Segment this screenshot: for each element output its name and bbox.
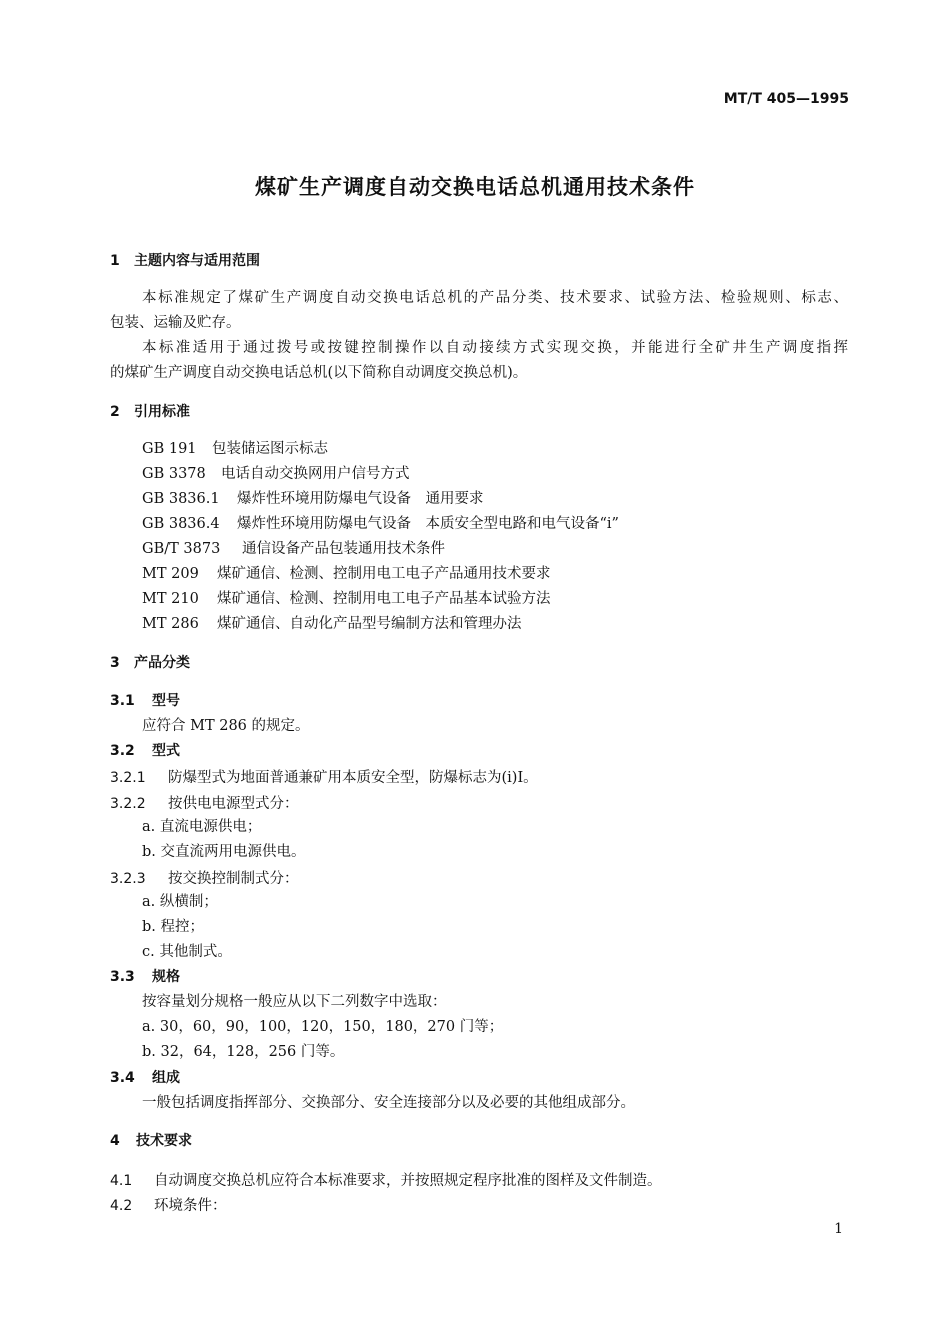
clause-number: 3.1 — [110, 693, 135, 709]
reference-item — [142, 592, 551, 607]
clause-text: 应符合 MT 286 的规定。 — [142, 718, 310, 734]
reference-title: 通信设备产品包装通用技术条件 — [242, 541, 445, 557]
clause-number: 4.1 — [110, 1173, 133, 1189]
section-title: 引用标准 — [134, 404, 190, 420]
section-title: 产品分类 — [134, 655, 190, 671]
clause-number: 4.2 — [110, 1198, 133, 1214]
reference-code: MT 286 — [142, 616, 199, 632]
reference-item — [142, 617, 522, 632]
section-number: 4 — [110, 1133, 120, 1149]
list-item: b. 程控； — [142, 919, 204, 935]
reference-item — [142, 542, 445, 557]
reference-item — [142, 467, 410, 482]
clause-3-2-2 — [110, 795, 299, 812]
clause-number: 3.2 — [110, 743, 135, 759]
list-item: a. 30，60，90，100，120，150，180，270 门等； — [142, 1019, 504, 1035]
reference-item — [142, 442, 328, 457]
clause-3-2-1 — [110, 769, 538, 786]
clause-number: 3.2.1 — [110, 770, 146, 786]
clause-title: 型式 — [152, 743, 180, 759]
section-1-heading — [110, 254, 260, 268]
page-number: 1 — [834, 1221, 843, 1237]
clause-text: 一般包括调度指挥部分、交换部分、安全连接部分以及必要的其他组成部分。 — [142, 1095, 635, 1111]
section-number: 3 — [110, 655, 120, 671]
clause-text: 防爆型式为地面普通兼矿用本质安全型，防爆标志为(i)I。 — [168, 770, 538, 786]
clause-title: 规格 — [152, 969, 180, 985]
paragraph-line: 包装、运输及贮存。 — [110, 315, 241, 331]
reference-item — [142, 517, 619, 532]
standard-code: MT/T 405—1995 — [723, 91, 849, 107]
reference-code: GB 191 — [142, 441, 197, 457]
reference-item — [142, 492, 484, 507]
reference-code: MT 210 — [142, 591, 199, 607]
reference-code: MT 209 — [142, 566, 199, 582]
reference-code: GB/T 3873 — [142, 541, 221, 557]
clause-title: 型号 — [152, 693, 180, 709]
reference-title: 爆炸性环境用防爆电气设备 本质安全型电路和电气设备“i” — [237, 516, 619, 532]
reference-title: 爆炸性环境用防爆电气设备 通用要求 — [237, 491, 484, 507]
reference-title: 煤矿通信、检测、控制用电工电子产品基本试验方法 — [217, 591, 551, 607]
document-title: 煤矿生产调度自动交换电话总机通用技术条件 — [255, 175, 695, 199]
clause-text: 按交换控制制式分： — [168, 871, 299, 887]
list-item: c. 其他制式。 — [142, 944, 232, 960]
paragraph-line: 本标准规定了煤矿生产调度自动交换电话总机的产品分类、技术要求、试验方法、检验规则、标志、 — [142, 290, 848, 306]
list-item: a. 直流电源供电； — [142, 819, 262, 835]
reference-code: GB 3836.4 — [142, 516, 220, 532]
clause-3-4-heading — [110, 1071, 180, 1085]
section-title: 主题内容与适用范围 — [134, 253, 260, 269]
clause-number: 3.2.3 — [110, 871, 146, 887]
clause-text: 按供电电源型式分： — [168, 796, 299, 812]
clause-text: 环境条件： — [154, 1198, 227, 1214]
reference-title: 煤矿通信、检测、控制用电工电子产品通用技术要求 — [217, 566, 551, 582]
reference-code: GB 3836.1 — [142, 491, 220, 507]
reference-code: GB 3378 — [142, 466, 206, 482]
reference-item — [142, 567, 551, 582]
list-item: a. 纵横制； — [142, 894, 218, 910]
section-number: 1 — [110, 253, 120, 269]
reference-title: 包装储运图示标志 — [212, 441, 328, 457]
clause-number: 3.3 — [110, 969, 135, 985]
clause-3-2-3 — [110, 870, 299, 887]
reference-title: 煤矿通信、自动化产品型号编制方法和管理办法 — [217, 616, 522, 632]
section-3-heading — [110, 656, 190, 670]
section-number: 2 — [110, 404, 120, 420]
clause-text: 按容量划分规格一般应从以下二列数字中选取： — [142, 994, 447, 1010]
clause-title: 组成 — [152, 1070, 180, 1086]
reference-title: 电话自动交换网用户信号方式 — [221, 466, 410, 482]
clause-3-3-heading — [110, 970, 180, 984]
clause-number: 3.4 — [110, 1070, 135, 1086]
list-item: b. 交直流两用电源供电。 — [142, 844, 306, 860]
list-item: b. 32，64，128，256 门等。 — [142, 1044, 345, 1060]
paragraph-line: 本标准适用于通过拨号或按键控制操作以自动接续方式实现交换，并能进行全矿井生产调度指挥 — [142, 340, 848, 356]
section-title: 技术要求 — [136, 1133, 192, 1149]
section-2-heading — [110, 405, 190, 419]
clause-3-1-heading — [110, 694, 180, 708]
clause-4-2 — [110, 1197, 227, 1214]
clause-4-1 — [110, 1172, 662, 1189]
clause-number: 3.2.2 — [110, 796, 146, 812]
clause-text: 自动调度交换总机应符合本标准要求，并按照规定程序批准的图样及文件制造。 — [154, 1173, 662, 1189]
section-4-heading — [110, 1134, 192, 1148]
clause-3-2-heading — [110, 744, 180, 758]
paragraph-line: 的煤矿生产调度自动交换电话总机(以下简称自动调度交换总机)。 — [110, 365, 528, 381]
